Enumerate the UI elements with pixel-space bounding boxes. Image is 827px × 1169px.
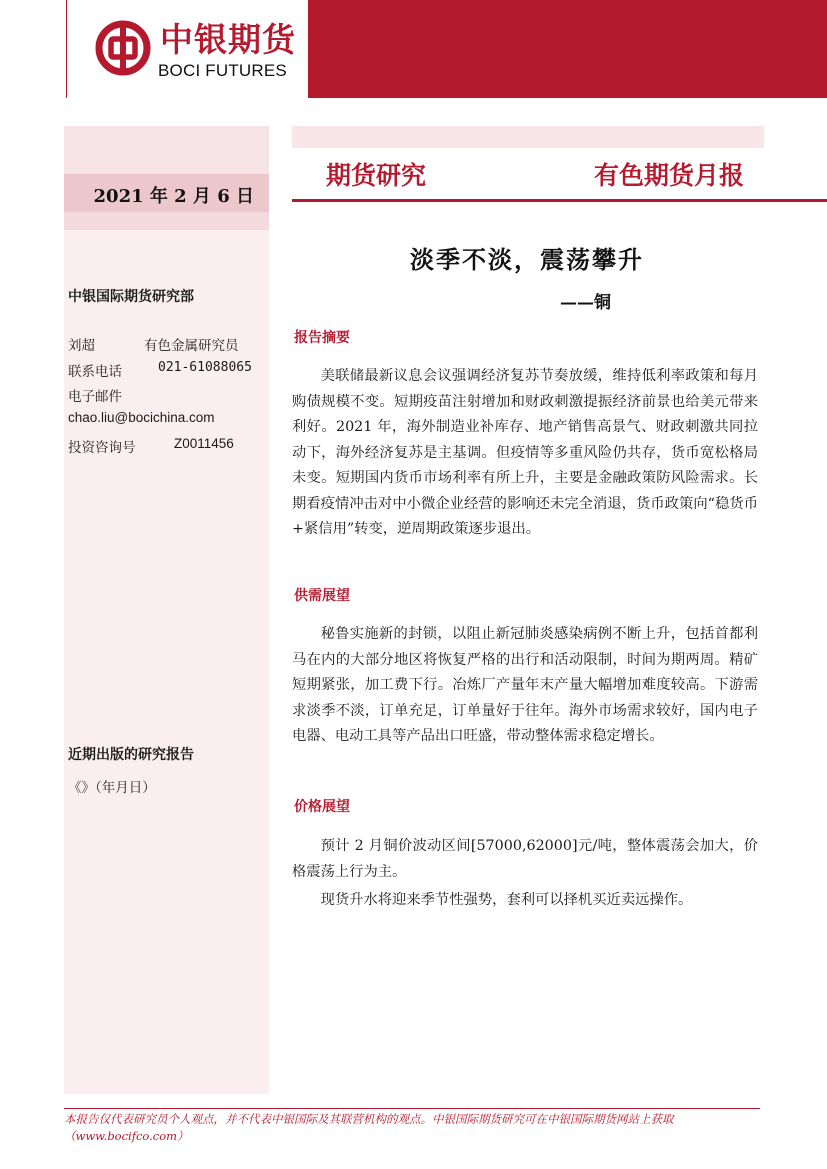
category-label: 期货研究 bbox=[326, 161, 427, 190]
license-number: Z0011456 bbox=[174, 436, 234, 451]
section-heading-summary: 报告摘要 bbox=[294, 330, 350, 346]
license-label: 投资咨询号 bbox=[68, 440, 136, 456]
footer-website-link[interactable]: （www.bocifco.com） bbox=[64, 1129, 189, 1143]
price-outlook-paragraph: 预计 2 月铜价波动区间[57000,62000]元/吨，整体震荡会加大，价格震荡上行为主。 bbox=[292, 838, 758, 880]
sidebar-top-band bbox=[64, 126, 269, 174]
arbitrage-paragraph: 现货升水将迎来季节性强势，套利可以择机买近卖远操作。 bbox=[320, 892, 693, 908]
report-title: 淡季不淡，震荡攀升 bbox=[410, 245, 644, 274]
email-label: 电子邮件 bbox=[68, 389, 122, 405]
content-top-band bbox=[292, 126, 764, 148]
report-date: 2021 年 2 月 6 日 bbox=[93, 186, 254, 207]
brand-name-en: BOCI FUTURES bbox=[158, 61, 287, 80]
header-rule bbox=[292, 199, 827, 202]
report-subtitle: ——铜 bbox=[560, 293, 611, 313]
department: 中银国际期货研究部 bbox=[68, 289, 194, 305]
report-type-label: 有色期货月报 bbox=[594, 161, 745, 190]
section-heading-price-outlook: 价格展望 bbox=[294, 799, 350, 815]
boc-logo-icon bbox=[95, 20, 151, 76]
brand-name-cn: 中银期货 bbox=[160, 20, 296, 59]
recent-reports-title: 近期出版的研究报告 bbox=[68, 747, 194, 763]
sidebar-sub-band bbox=[64, 212, 269, 230]
analyst-title: 有色金属研究员 bbox=[144, 338, 239, 354]
phone-number: 021-61088065 bbox=[158, 360, 252, 375]
section-heading-supply-demand: 供需展望 bbox=[294, 588, 350, 604]
phone-label: 联系电话 bbox=[68, 364, 122, 380]
footer-rule bbox=[64, 1108, 760, 1109]
analyst-name: 刘超 bbox=[68, 338, 95, 354]
footer-disclaimer bbox=[64, 1111, 764, 1145]
recent-report-item[interactable]: 《》（年月日） bbox=[68, 780, 156, 796]
supply-demand-paragraph: 秘鲁实施新的封锁，以阻止新冠肺炎感染病例不断上升，包括首都利马在内的大部分地区将恢复严格的出行和活动限制，时间为期两周。精矿短期紧张，加工费下行。冶炼厂产量年末产量大幅增加难度较高。下游需求淡季不淡，订单充足，订单量好于往年。海外市场需求较好，国内电子电器、电动工具等产品出口旺盛，带动整体需求稳定增长。 bbox=[292, 626, 758, 744]
header-banner bbox=[308, 0, 827, 98]
header-divider bbox=[66, 0, 67, 98]
email-address[interactable]: chao.liu@bocichina.com bbox=[68, 410, 215, 425]
disclaimer-text: 本报告仅代表研究员个人观点，并不代表中银国际及其联营机构的观点。中银国际期货研究可在中银国际期货网站上获取 bbox=[64, 1112, 674, 1126]
summary-paragraph: 美联储最新议息会议强调经济复苏节奏放缓，维持低利率政策和每月购债规模不变。短期疫苗注射增加和财政刺激提振经济前景也给美元带来利好。2021 年，海外制造业补库存、地产销售高景气、财政刺激共同拉动下，海外经济复苏是主基调。但疫情等多重风险仍共存，货币宽松格局未变。短期国内货币市场利率有所上升，主要是金融政策防风险需求。长期看疫情冲击对中小微企业经营的影响还未完全消退，货币政策向“稳货币+紧信用”转变，逆周期政策逐步退出。 bbox=[292, 368, 758, 537]
